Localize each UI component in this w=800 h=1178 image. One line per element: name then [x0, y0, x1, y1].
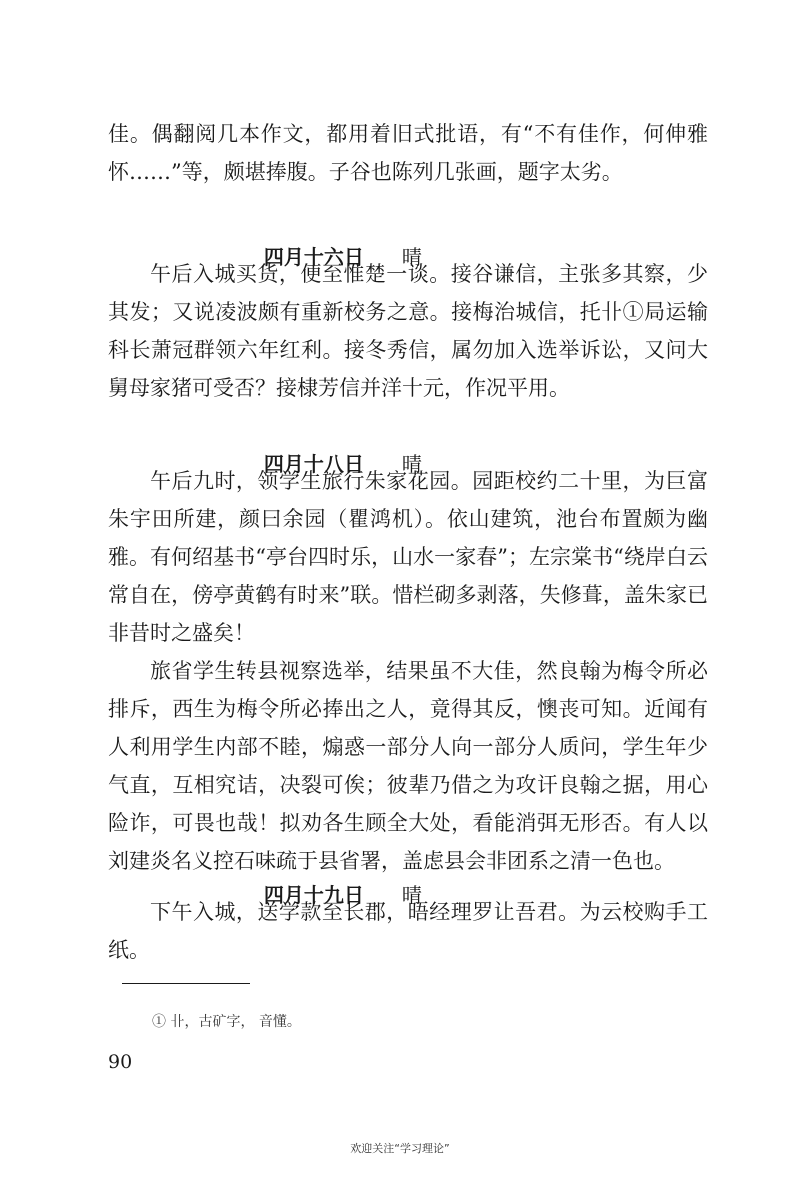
text-block-entry-1 — [108, 255, 708, 407]
text-block-intro — [108, 115, 708, 191]
entry-weather: 晴 — [401, 452, 422, 476]
footnote: ① 卝，古矿字， 音懂。 — [152, 1014, 301, 1030]
paragraph: 午后九时，领学生旅行朱家花园。园距校约二十里，为巨富朱宇田所建，颜曰余园（瞿鸿机）。依山建筑，池台布置颇为幽雅。有何绍基书“亭台四时乐，山水一家春”；左宗棠书“绕岸白云常自在，傍亭黄鹤有时来”联。惜栏砌多剥落，失修葺，盖朱家已非昔时之盛矣！ — [108, 469, 708, 645]
paragraph: 下午入城，送学款至长郡，晤经理罗让吾君。为云校购手工纸。 — [108, 900, 708, 962]
paragraph: 旅省学生转县视察选举，结果虽不大佳，然良翰为梅令所必排斥，西生为梅令所必捧出之人，竟得其反，懊丧可知。近闻有人利用学生内部不睦，煽惑一部分人向一部分人质问，学生年少气直，互相究诘，决裂可俟；彼辈乃借之为攻讦良翰之据，用心险诈，可畏也哉！拟劝各生顾全大处，看能消弭无形否。有人以刘建炎名义控石味疏于县省署，盖虑县会非团系之清一色也。 — [108, 659, 708, 873]
entry-date: 四月十六日 — [263, 245, 364, 269]
text-block-entry-3 — [108, 893, 708, 969]
paragraph: 佳。偶翻阅几本作文，都用着旧式批语，有“不有佳作，何伸雅怀……”等，颇堪捧腹。子谷也陈列几张画，题字太劣。 — [108, 122, 708, 184]
entry-date: 四月十九日 — [263, 883, 364, 907]
paragraph: 午后入城买货，便至惟楚一谈。接谷谦信，主张多其察，少其发；又说凌波颇有重新校务之意。接梅治城信，托卝①局运输科长萧冠群领六年红利。接冬秀信，属勿加入选举诉讼，又问大舅母家猪可受否？接棣芳信并洋十元，作况平用。 — [108, 262, 708, 400]
text-block-entry-2 — [108, 462, 708, 880]
page-number: 90 — [108, 1051, 133, 1073]
watermark-caption: 欢迎关注“学习理论” — [350, 1142, 450, 1155]
entry-weather: 晴 — [401, 245, 422, 269]
entry-date: 四月十八日 — [263, 452, 364, 476]
footnote-divider — [122, 983, 250, 984]
entry-weather: 晴 — [401, 883, 422, 907]
